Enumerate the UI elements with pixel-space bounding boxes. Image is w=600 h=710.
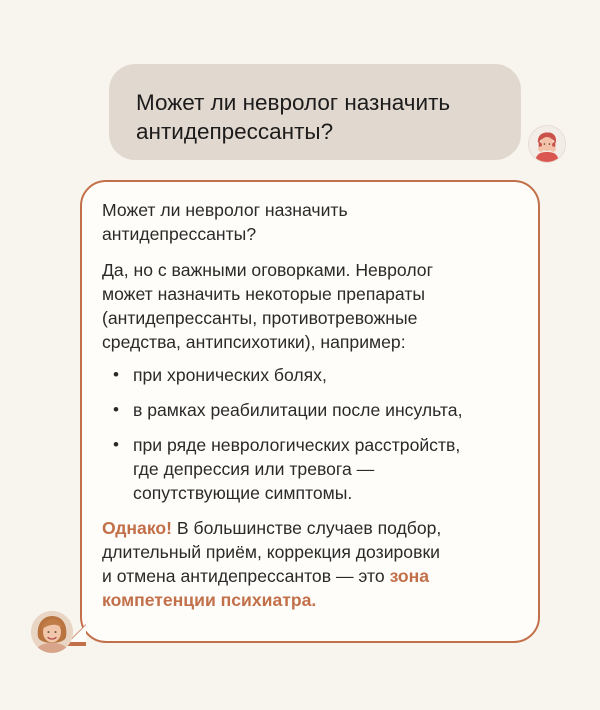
question-bubble: [109, 64, 521, 160]
outro-line-3: и отмена антидепрессантов — это: [102, 566, 390, 586]
list-item-text: в рамках реабилитации после инсульта,: [133, 400, 463, 420]
list-item-text: при хронических болях,: [133, 365, 327, 385]
list-item-text-line-2: где депрессия или тревога —: [133, 459, 375, 479]
answer-outro: [102, 516, 520, 612]
list-item: [102, 433, 520, 505]
answer-intro-line-3: (антидепрессанты, противотревожные: [102, 308, 418, 328]
question-line-1: Может ли невролог назначить: [136, 90, 451, 115]
answer-title: [102, 198, 520, 246]
answer-intro-line-1: Да, но с важными оговорками. Невролог: [102, 260, 433, 280]
bullet: •: [113, 400, 119, 419]
question-line-2: антидепрессанты?: [136, 119, 334, 144]
accent-lead: Однако!: [102, 518, 173, 538]
bullet: •: [113, 365, 119, 384]
list-item: [102, 398, 520, 422]
answer-intro-line-2: может назначить некоторые препараты: [102, 284, 426, 304]
answer-title-line-2: антидепрессанты?: [102, 224, 257, 244]
list-item-text-line-3: сопутствующие симптомы.: [133, 483, 353, 503]
outro-line-2: длительный приём, коррекция дозировки: [102, 542, 440, 562]
answer-list: [102, 363, 520, 505]
question-bubble-tail: [505, 143, 520, 158]
expert-avatar-photo: [31, 611, 73, 653]
bullet: •: [113, 435, 119, 454]
answer-bubble: [80, 180, 540, 643]
list-item: [102, 363, 520, 387]
answer-intro: [102, 258, 520, 354]
answer-title-line-1: Может ли невролог назначить: [102, 200, 348, 220]
outro-accent-2: компетенции психиатра.: [102, 590, 317, 610]
list-item-text-line-1: при ряде неврологических расстройств,: [133, 435, 461, 455]
answer-intro-line-4: средства, антипсихотики), например:: [102, 332, 406, 352]
outro-line-1: В большинстве случаев подбор,: [172, 518, 442, 538]
outro-accent-1: зона: [389, 566, 430, 586]
user-avatar-icon: [528, 125, 566, 163]
